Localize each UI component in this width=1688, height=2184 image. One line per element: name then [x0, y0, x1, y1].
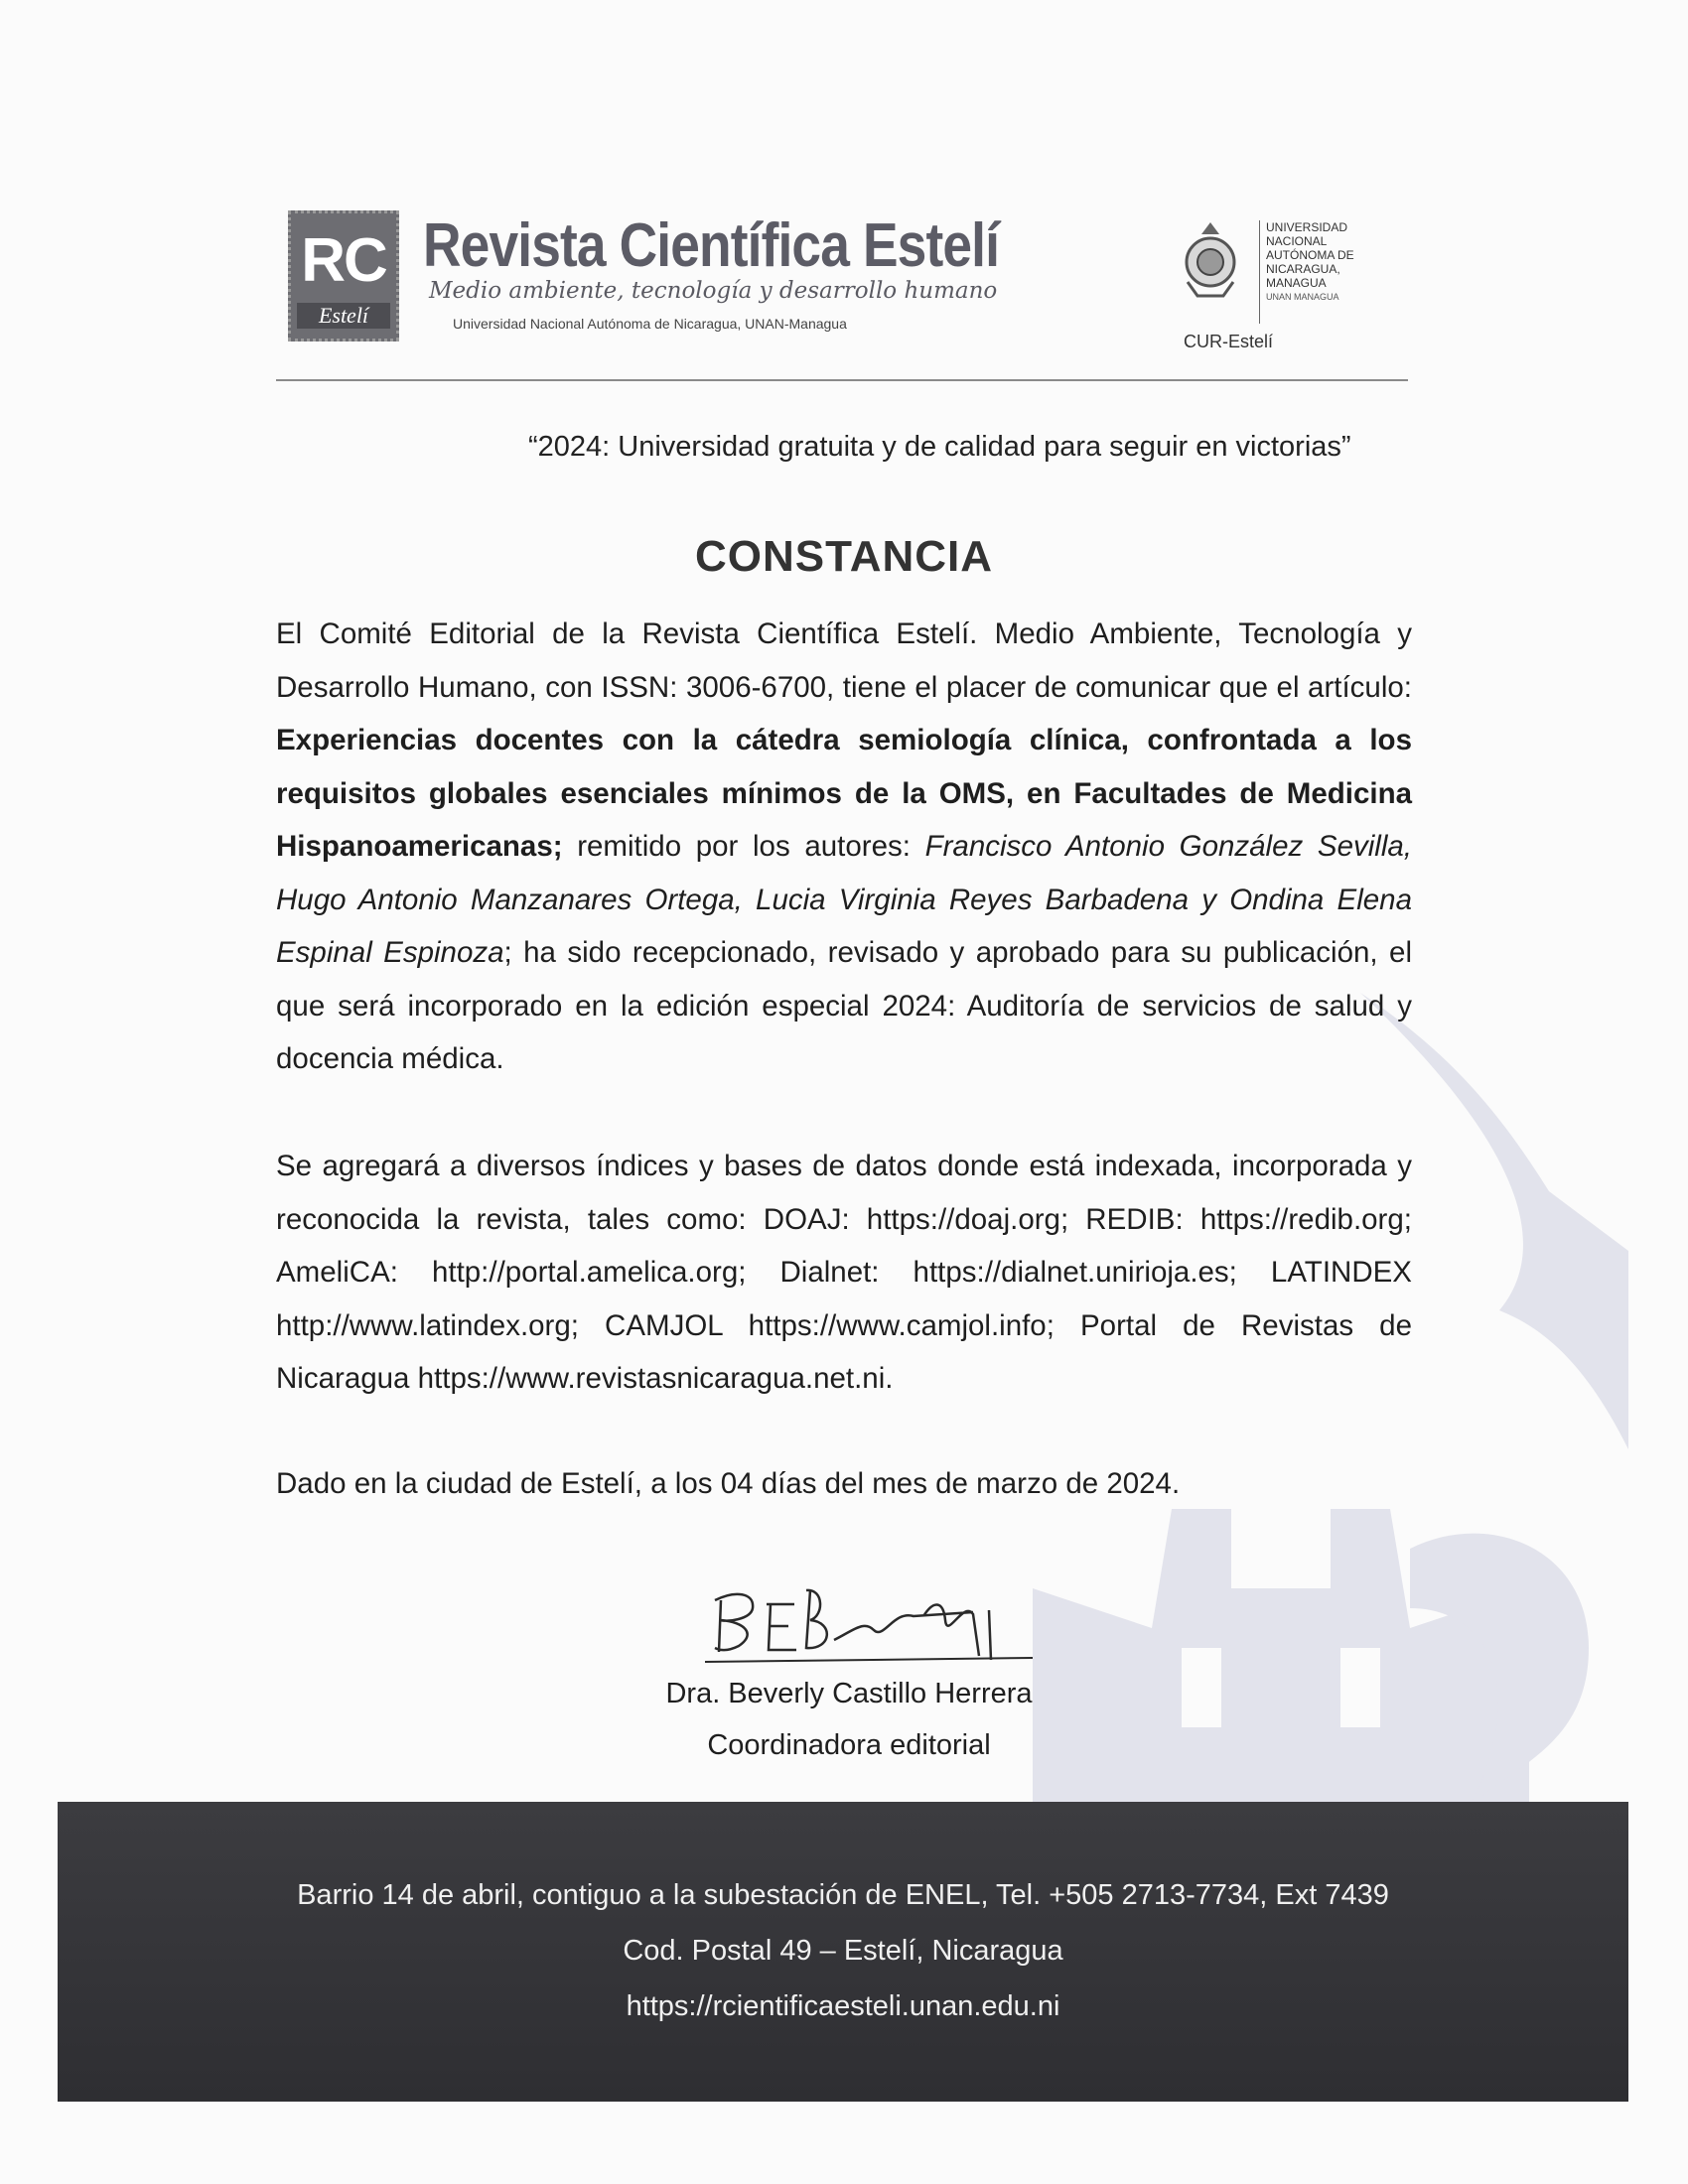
- header-divider: [276, 379, 1408, 381]
- unan-line: UNAN MANAGUA: [1266, 292, 1339, 302]
- unan-line: AUTÓNOMA DE: [1266, 248, 1354, 262]
- campus-label: CUR-Estelí: [1184, 332, 1274, 351]
- rc-logo-initials: RC: [301, 226, 386, 295]
- unan-line: MANAGUA: [1266, 276, 1327, 290]
- magazine-title: Revista Científica Estelí: [423, 211, 1000, 280]
- signatory-name: Dra. Beverly Castillo Herrera: [665, 1678, 1033, 1709]
- rc-logo: [288, 210, 399, 341]
- article-authors: Francisco Antonio González Sevilla, Hugo Antonio Manzanares Ortega, Lucia Virginia Reyes Barbadena y Ondina Elena Espinal Espinoza: [276, 830, 1412, 969]
- paragraph-indexing: Se agregará a diversos índices y bases de datos donde está indexada, incorporada y reconocida la revista, tales como: DOAJ: https://doaj.org; REDIB: https://redib.org; AmeliCA: http://portal.amelica.org; Dialnet: https://dialnet.unirioja.es; LATINDEX http://www.latindex.org; CAMJOL https://www.camjol.info; Portal de Revistas de Nicaragua https://www.revistasnicaragua.net.ni.: [276, 1150, 1412, 1395]
- rc-logo-city: Estelí: [297, 303, 390, 329]
- signatory-role: Coordinadora editorial: [707, 1729, 991, 1761]
- announcement-intro: El Comité Editorial de la Revista Científica Estelí. Medio Ambiente, Tecnología y Desarrollo Humano, con ISSN: 3006-6700, tiene el placer de comunicar que el artículo:: [276, 617, 1412, 704]
- paragraph-date: Dado en la ciudad de Estelí, a los 04 días del mes de marzo de 2024.: [276, 1467, 1181, 1500]
- footer-bar: [58, 1802, 1628, 2102]
- document-title: CONSTANCIA: [694, 532, 994, 581]
- unan-line: UNIVERSIDAD: [1266, 220, 1348, 234]
- unan-line: NICARAGUA,: [1266, 262, 1340, 276]
- announcement-by: remitido por los autores:: [562, 830, 925, 863]
- unan-name-block: [1259, 220, 1375, 324]
- magazine-university: Universidad Nacional Autónoma de Nicaragua, UNAN-Managua: [453, 316, 847, 332]
- unan-crest-icon: [1180, 220, 1241, 300]
- footer-website[interactable]: https://rcientificaesteli.unan.edu.ni: [626, 1990, 1060, 2022]
- announcement-closing: ; ha sido recepcionado, revisado y aprobado para su publicación, el que será incorporado en la edición especial 2024: Auditoría de servicios de salud y docencia médica.: [276, 936, 1412, 1075]
- magazine-subtitle: Medio ambiente, tecnología y desarrollo humano: [429, 278, 998, 304]
- footer-postal: Cod. Postal 49 – Estelí, Nicaragua: [623, 1935, 1063, 1967]
- footer-address: Barrio 14 de abril, contiguo a la subestación de ENEL, Tel. +505 2713-7734, Ext 7439: [297, 1879, 1389, 1911]
- year-motto: “2024: Universidad gratuita y de calidad para seguir en victorias”: [528, 431, 1351, 463]
- unan-line: NACIONAL: [1266, 234, 1328, 248]
- article-title: Experiencias docentes con la cátedra semiología clínica, confrontada a los requisitos globales esenciales mínimos de la OMS, en Facultades de Medicina Hispanoamericanas;: [276, 724, 1412, 863]
- paragraph-announcement: [276, 608, 1412, 1086]
- handwritten-signature: [675, 1561, 1053, 1680]
